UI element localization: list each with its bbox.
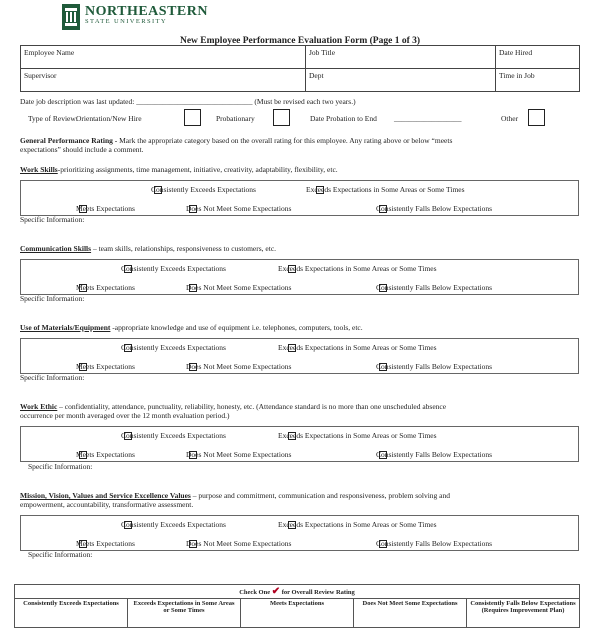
materials-rating-box: Consistently Exceeds Expectations Exceeds Expectations in Some Areas or Some Times Meets Expectations Does Not Meet Some Expectations Consistently Falls Below Expectations — [20, 338, 579, 374]
form-title: New Employee Performance Evaluation Form (Page 1 of 3) — [179, 36, 421, 46]
time-in-job-field[interactable]: Time in Job — [496, 69, 580, 92]
university-logo — [62, 2, 208, 32]
communication-heading: Communication Skills – team skills, relationships, responsiveness to customers, etc. — [20, 244, 277, 253]
date-description-line: Date job description was last updated: _______________________________ (Must be revised each two years.) — [20, 97, 356, 106]
logo-name: NORTHEASTERN — [85, 4, 208, 19]
orientation-checkbox[interactable] — [184, 109, 201, 126]
overall-review-table — [14, 584, 580, 628]
mission-rating-box: Consistently Exceeds Expectations Exceeds Expectations in Some Areas or Some Times Meets Expectations Does Not Meet Some Expectations Consistently Falls Below Expectations — [20, 515, 579, 551]
work-ethic-specific-info[interactable]: Specific Information: — [28, 462, 93, 471]
mission-heading: Mission, Vision, Values and Service Excellence Values – purpose and commitment, communication and responsiveness, problem solving and empowerment, accountability, transformative assessment. — [20, 491, 450, 509]
materials-specific-info[interactable]: Specific Information: — [20, 373, 85, 382]
university-seal-icon — [62, 4, 80, 30]
other-checkbox[interactable] — [528, 109, 545, 126]
overall-exceeds-some-cell[interactable]: Exceeds Expectations in Some Areas or Some Times — [128, 599, 241, 628]
general-rating-instructions: General Performance Rating - Mark the appropriate category based on the overall rating for this employee. Any rating above or below “meets expectations” should include a comment. — [20, 136, 453, 154]
logo-subname: STATE UNIVERSITY — [85, 18, 168, 25]
checkmark-icon: ✔ — [271, 586, 281, 597]
work-skills-heading: Work Skills-prioritizing assignments, time management, initiative, creativity, adaptability, flexibility, etc. — [20, 165, 338, 174]
overall-falls-below-cell[interactable]: Consistently Falls Below Expectations (Requires Improvement Plan) — [467, 599, 580, 628]
date-hired-field[interactable]: Date Hired — [496, 46, 580, 69]
job-title-field[interactable]: Job Title — [306, 46, 496, 69]
overall-review-header: Check One ✔ for Overall Review Rating — [15, 585, 580, 599]
employee-name-field[interactable]: Employee Name — [21, 46, 306, 69]
work-ethic-heading: Work Ethic – confidentiality, attendance, punctuality, reliability, honesty, etc. (Attendance standard is no more than one unscheduled absence occurrence per month averaged over the 12 month evaluation period.) — [20, 402, 447, 420]
review-type-row: Type of Review: Orientation/New Hire Probationary Date Probation to End __________________ Other — [28, 109, 580, 129]
overall-meets-cell[interactable]: Meets Expectations — [241, 599, 354, 628]
work-skills-specific-info[interactable]: Specific Information: — [20, 215, 85, 224]
overall-consistently-exceeds-cell[interactable]: Consistently Exceeds Expectations — [15, 599, 128, 628]
overall-not-meet-some-cell[interactable]: Does Not Meet Some Expectations — [354, 599, 467, 628]
dept-field[interactable]: Dept — [306, 69, 496, 92]
supervisor-field[interactable]: Supervisor — [21, 69, 306, 92]
materials-heading: Use of Materials/Equipment -appropriate knowledge and use of equipment i.e. telephones, computers, tools, etc. — [20, 323, 363, 332]
employee-info-table — [20, 45, 580, 92]
mission-specific-info[interactable]: Specific Information: — [28, 550, 93, 559]
probationary-checkbox[interactable] — [273, 109, 290, 126]
communication-rating-box: Consistently Exceeds Expectations Exceeds Expectations in Some Areas or Some Times Meets Expectations Does Not Meet Some Expectations Consistently Falls Below Expectations — [20, 259, 579, 295]
communication-specific-info[interactable]: Specific Information: — [20, 294, 85, 303]
work-skills-rating-box: Consistently Exceeds Expectations Exceeds Expectations in Some Areas or Some Times Meets Expectations Does Not Meet Some Expectations Consistently Falls Below Expectations — [20, 180, 579, 216]
work-ethic-rating-box: Consistently Exceeds Expectations Exceeds Expectations in Some Areas or Some Times Meets Expectations Does Not Meet Some Expectations Consistently Falls Below Expectations — [20, 426, 579, 462]
